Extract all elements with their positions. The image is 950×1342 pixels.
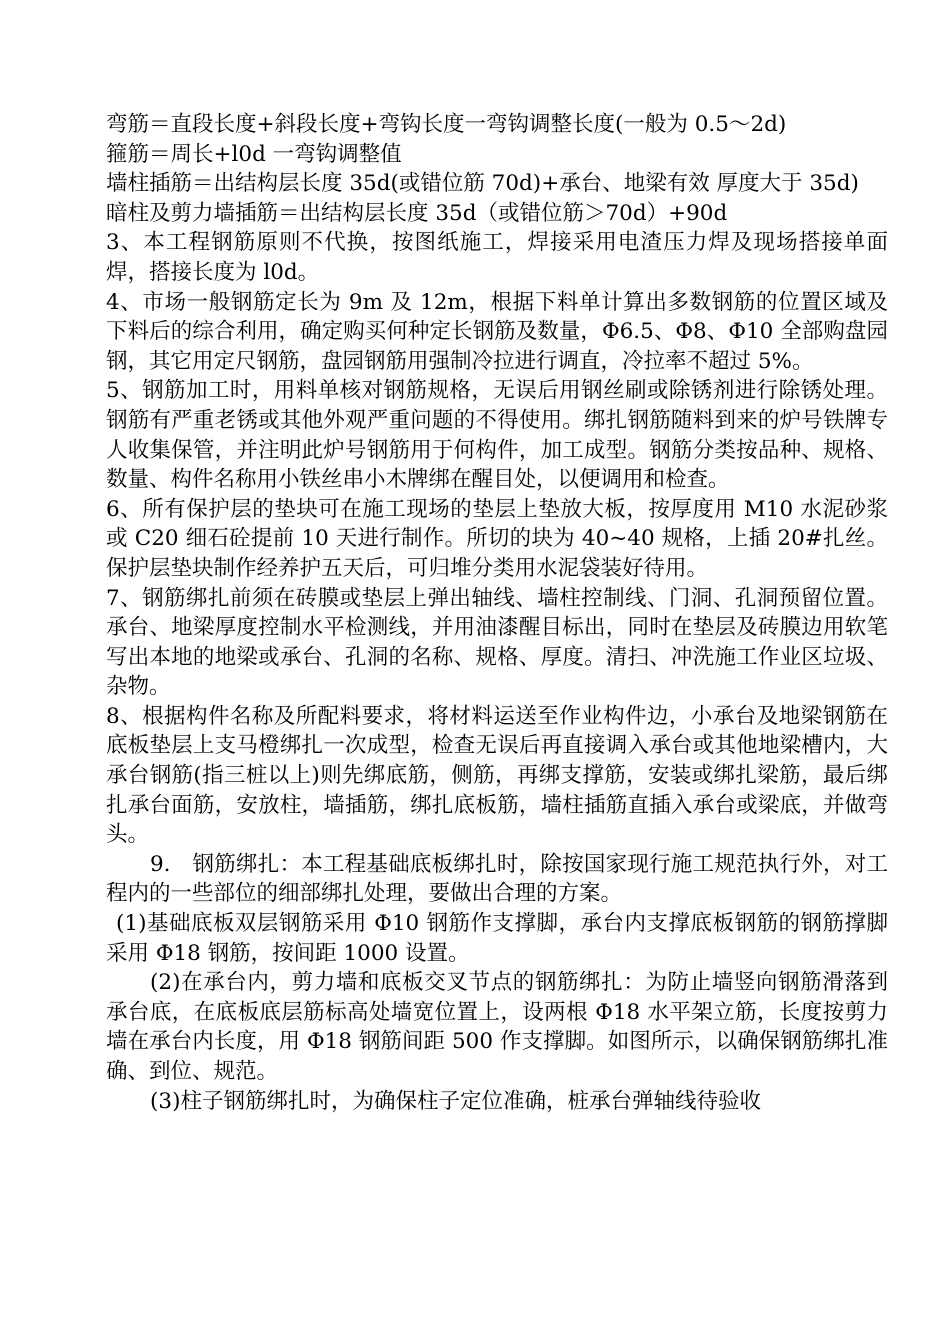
paragraph-item-7: 7、钢筋绑扎前须在砖膜或垫层上弹出轴线、墙柱控制线、门洞、孔洞预留位置。承台、地梁厚度控制水平检测线，并用油漆醒目标出，同时在垫层及砖膜边用软笔写出本地的地梁或承台、孔洞的名称、规格、厚度。清扫、冲洗施工作业区垃圾、杂物。 bbox=[106, 585, 888, 700]
paragraph-sub-2: (2)在承台内，剪力墙和底板交叉节点的钢筋绑扎：为防止墙竖向钢筋滑落到承台底，在底板底层筋标高处墙宽位置上，设两根 Φ18 水平架立筋，长度按剪力墙在承台内长度，用 Φ18 钢筋间距 500 作支撑脚。如图所示，以确保钢筋绑扎准确、到位、规范。 bbox=[106, 970, 888, 1084]
paragraph-sub-1: (1)基础底板双层钢筋采用 Φ10 钢筋作支撑脚，承台内支撑底板钢筋的钢筋撑脚采用 Φ18 钢筋，按间距 1000 设置。 bbox=[106, 911, 888, 966]
paragraph-item-5: 5、钢筋加工时，用料单核对钢筋规格，无误后用钢丝刷或除锈剂进行除锈处理。钢筋有严重老锈或其他外观严重问题的不得使用。绑扎钢筋随料到来的炉号铁牌专人收集保管，并注明此炉号钢筋用于何构件，加工成型。钢筋分类按品种、规格、数量、构件名称用小铁丝串小木牌绑在醒目处，以便调用和检查。 bbox=[106, 378, 888, 493]
document-page bbox=[106, 110, 888, 1116]
paragraph-item-3: 3、本工程钢筋原则不代换，按图纸施工，焊接采用电渣压力焊及现场搭接单面焊，搭接长度为 l0d。 bbox=[106, 230, 888, 285]
formula-stirrup: 箍筋＝周长+l0d 一弯钩调整值 bbox=[106, 141, 402, 167]
paragraph-item-4: 4、市场一般钢筋定长为 9m 及 12m，根据下料单计算出多数钢筋的位置区域及下料后的综合利用，确定购买何种定长钢筋及数量，Φ6.5、Φ8、Φ10 全部购盘园钢，其它用定尺钢筋，盘园钢筋用强制冷拉进行调直，冷拉率不超过 5%。 bbox=[106, 289, 888, 374]
paragraph-item-9: 9. 钢筋绑扎：本工程基础底板绑扎时，除按国家现行施工规范执行外，对工程内的一些部位的细部绑扎处理，要做出合理的方案。 bbox=[106, 851, 888, 907]
formula-hidden-column-dowel: 暗柱及剪力墙插筋＝出结构层长度 35d（或错位筋＞70d）+90d bbox=[106, 200, 728, 226]
formula-bent-bar: 弯筋＝直段长度+斜段长度+弯钩长度一弯钩调整长度(一般为 0.5～2d) bbox=[106, 112, 787, 137]
paragraph-item-8: 8、根据构件名称及所配料要求，将材料运送至作业构件边，小承台及地梁钢筋在底板垫层上支马橙绑扎一次成型，检查无误后再直接调入承台或其他地梁槽内，大承台钢筋(指三桩以上)则先绑底筋，侧筋，再绑支撑筋，安装或绑扎梁筋，最后绑扎承台面筋，安放柱，墙插筋，绑扎底板筋，墙柱插筋直插入承台或梁底，并做弯头。 bbox=[106, 703, 888, 848]
paragraph-item-6: 6、所有保护层的垫块可在施工现场的垫层上垫放大板，按厚度用 M10 水泥砂浆或 C20 细石砼提前 10 天进行制作。所切的块为 40~40 规格，上插 20#扎丝。保护层垫块制作经养护五天后，可归堆分类用水泥袋装好待用。 bbox=[106, 496, 888, 581]
paragraph-sub-3: (3)柱子钢筋绑扎时，为确保柱子定位准确，桩承台弹轴线待验收 bbox=[150, 1088, 761, 1114]
formula-wall-column-dowel: 墙柱插筋＝出结构层长度 35d(或错位筋 70d)+承台、地梁有效 厚度大于 35d) bbox=[106, 171, 859, 197]
